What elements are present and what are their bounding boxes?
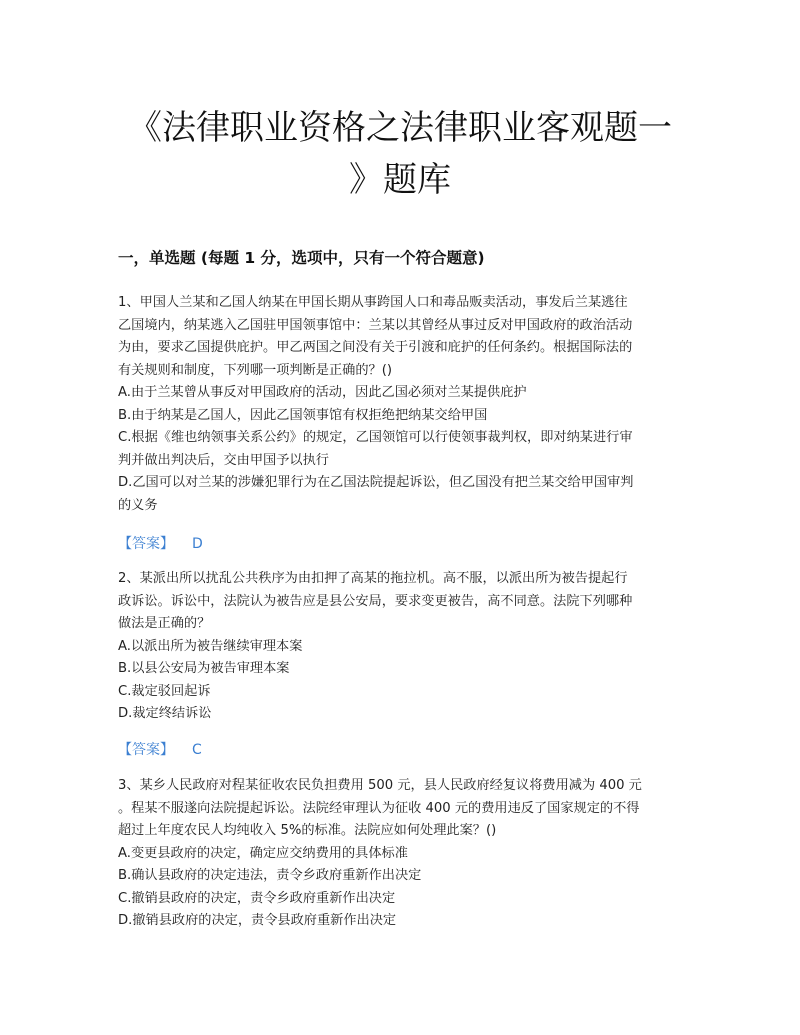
question-stem-line: 乙国境内，纳某逃入乙国驻甲国领事馆中：兰某以其曾经从事过反对甲国政府的政治活动 bbox=[118, 317, 633, 333]
question-stem-line: 3、某乡人民政府对程某征收农民负担费用 500 元，县人民政府经复议将费用减为 400 元 bbox=[118, 778, 642, 793]
answer-value: D bbox=[192, 536, 203, 552]
question-2 bbox=[118, 568, 690, 726]
answer-label: 【答案】 bbox=[118, 536, 174, 552]
option-c: C.根据《维也纳领事关系公约》的规定，乙国领馆可以行使领事裁判权，即对纳某进行审 bbox=[118, 430, 633, 445]
option-b: B.由于纳某是乙国人，因此乙国领事馆有权拒绝把纳某交给甲国 bbox=[118, 407, 488, 423]
question-stem-line: 做法是正确的？ bbox=[118, 616, 211, 631]
option-a: A.变更县政府的决定，确定应交纳费用的具体标准 bbox=[118, 845, 408, 861]
option-d-continued: 的义务 bbox=[118, 497, 158, 513]
option-c: C.裁定驳回起诉 bbox=[118, 683, 211, 699]
option-a: A.以派出所为被告继续审理本案 bbox=[118, 638, 303, 654]
question-stem-line: 有关规则和制度，下列哪一项判断是正确的？() bbox=[118, 362, 393, 378]
title-line-2: 》题库 bbox=[349, 160, 451, 200]
question-stem-line: 1、甲国人兰某和乙国人纳某在甲国长期从事跨国人口和毒品贩卖活动，事发后兰某逃往 bbox=[118, 295, 628, 310]
option-d: D.乙国可以对兰某的涉嫌犯罪行为在乙国法院提起诉讼，但乙国没有把兰某交给甲国审判 bbox=[118, 475, 634, 490]
document-title bbox=[110, 102, 690, 206]
option-d: D.裁定终结诉讼 bbox=[118, 706, 212, 721]
answer-2 bbox=[118, 739, 202, 759]
question-stem-line: 。程某不服遂向法院提起诉讼。法院经审理认为征收 400 元的费用违反了国家规定的不得 bbox=[118, 800, 640, 816]
option-d: D.撤销县政府的决定，责令县政府重新作出决定 bbox=[118, 913, 397, 928]
question-3 bbox=[118, 775, 690, 933]
question-stem-line: 为由，要求乙国提供庇护。甲乙两国之间没有关于引渡和庇护的任何条约。根据国际法的 bbox=[118, 340, 633, 355]
question-1 bbox=[118, 292, 690, 517]
option-b: B.确认县政府的决定违法，责令乡政府重新作出决定 bbox=[118, 868, 422, 883]
answer-label: 【答案】 bbox=[118, 742, 174, 758]
question-stem-line: 2、某派出所以扰乱公共秩序为由扣押了高某的拖拉机。高不服，以派出所为被告提起行 bbox=[118, 571, 628, 586]
option-c: C.撤销县政府的决定，责令乡政府重新作出决定 bbox=[118, 890, 396, 906]
section-heading: 一，单选题 (每题 1 分，选项中，只有一个符合题意) bbox=[118, 249, 485, 267]
question-stem-line: 政诉讼。诉讼中，法院认为被告应是县公安局，要求变更被告，高不同意。法院下列哪种 bbox=[118, 593, 633, 609]
option-b: B.以县公安局为被告审理本案 bbox=[118, 661, 290, 676]
option-c-continued: 判并做出判决后，交由甲国予以执行 bbox=[118, 452, 329, 468]
question-stem-line: 超过上年度农民人均纯收入 5%的标准。法院应如何处理此案？() bbox=[118, 823, 497, 838]
answer-1 bbox=[118, 533, 203, 553]
option-a: A.由于兰某曾从事反对甲国政府的活动，因此乙国必须对兰某提供庇护 bbox=[118, 385, 527, 400]
title-line-1: 《法律职业资格之法律职业客观题一 bbox=[128, 108, 672, 148]
answer-value: C bbox=[192, 742, 202, 758]
